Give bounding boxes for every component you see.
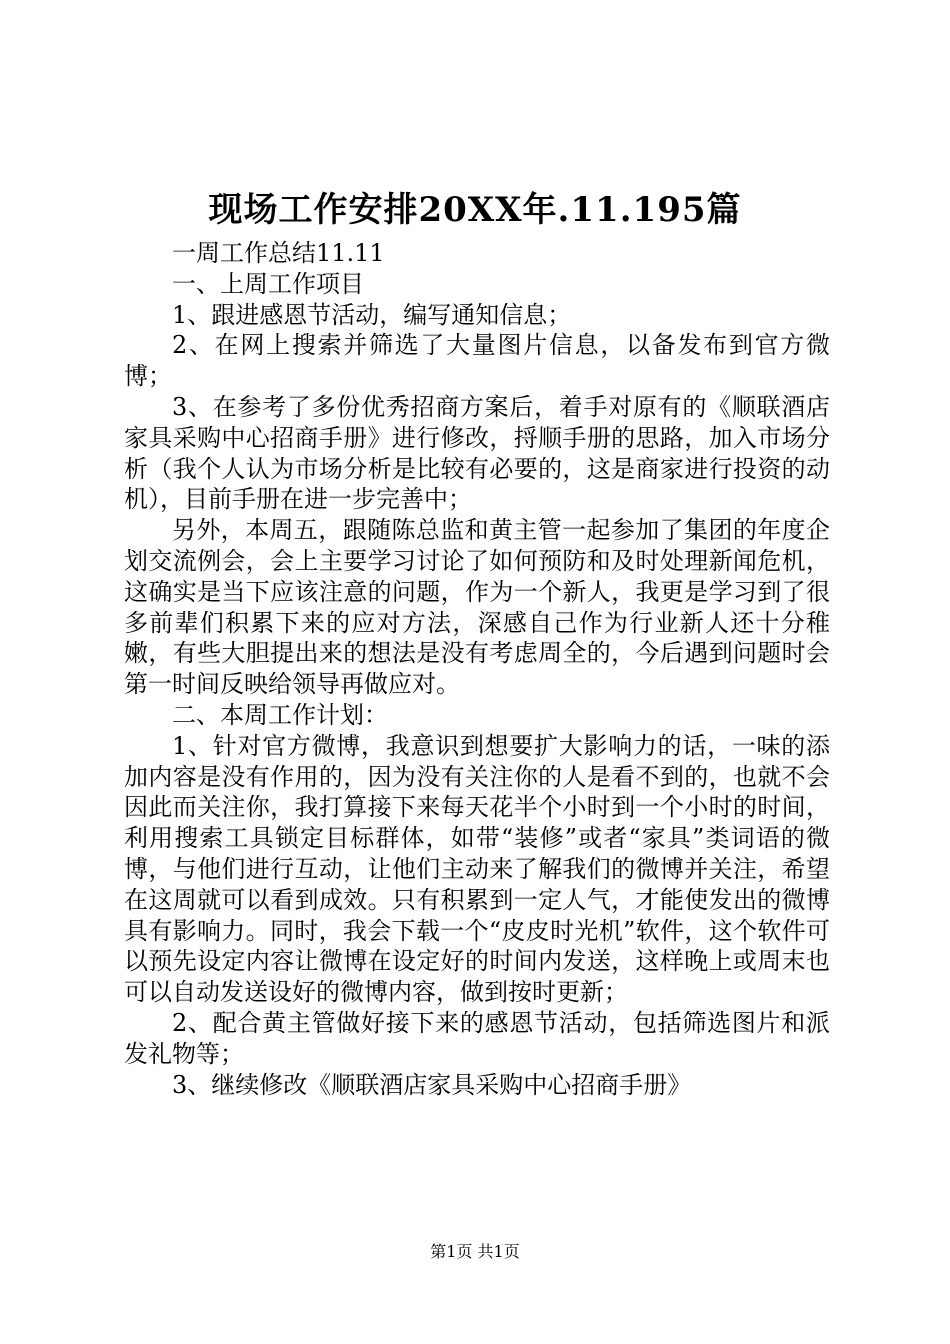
paragraph-this-week-item-1: 1、针对官方微博，我意识到想要扩大影响力的话，一味的添加内容是没有作用的，因为没有关注你的人是看不到的，也就不会因此而关注你，我打算接下来每天花半个小时到一个小时的时间，利用搜索工具锁定目标群体，如带“装修”或者“家具”类词语的微博，与他们进行互动，让他们主动来了解我们的微博并关注，希望在这周就可以看到成效。只有积累到一定人气，才能使发出的微博具有影响力。同时，我会下载一个“皮皮时光机”软件，这个软件可以预先设定内容让微博在设定好的时间内发送，这样晚上或周末也可以自动发送设好的微博内容，做到按时更新； [124,731,830,1007]
paragraph-last-week-item-3: 3、在参考了多份优秀招商方案后，着手对原有的《顺联酒店家具采购中心招商手册》进行修改，捋顺手册的思路，加入市场分析（我个人认为市场分析是比较有必要的，这是商家进行投资的动机），目前手册在进一步完善中； [124,392,830,514]
document-title: 现场工作安排20XX年.11.195篇 [208,190,742,230]
paragraph-last-week-heading: 一、上周工作项目 [172,269,364,298]
paragraph-last-week-item-2: 2、在网上搜索并筛选了大量图片信息，以备发布到官方微博； [124,331,830,391]
paragraph-this-week-heading: 二、本周工作计划： [172,700,388,729]
document-body [124,238,830,1100]
paragraph-last-week-item-1: 1、跟进感恩节活动，编写通知信息； [172,300,572,329]
page-footer: 第1页 共1页 [430,1242,520,1261]
paragraph-additional-notes: 另外，本周五，跟随陈总监和黄主管一起参加了集团的年度企划交流例会，会上主要学习讨论了如何预防和及时处理新闻危机，这确实是当下应该注意的问题，作为一个新人，我更是学习到了很多前辈们积累下来的应对方法，深感自己作为行业新人还十分稚嫩，有些大胆提出来的想法是没有考虑周全的，今后遇到问题时会第一时间反映给领导再做应对。 [124,516,830,699]
paragraph-this-week-item-3: 3、继续修改《顺联酒店家具采购中心招商手册》 [172,1070,692,1099]
paragraph-summary-heading: 一周工作总结11.11 [172,239,385,267]
paragraph-this-week-item-2: 2、配合黄主管做好接下来的感恩节活动，包括筛选图片和派发礼物等； [124,1008,830,1068]
